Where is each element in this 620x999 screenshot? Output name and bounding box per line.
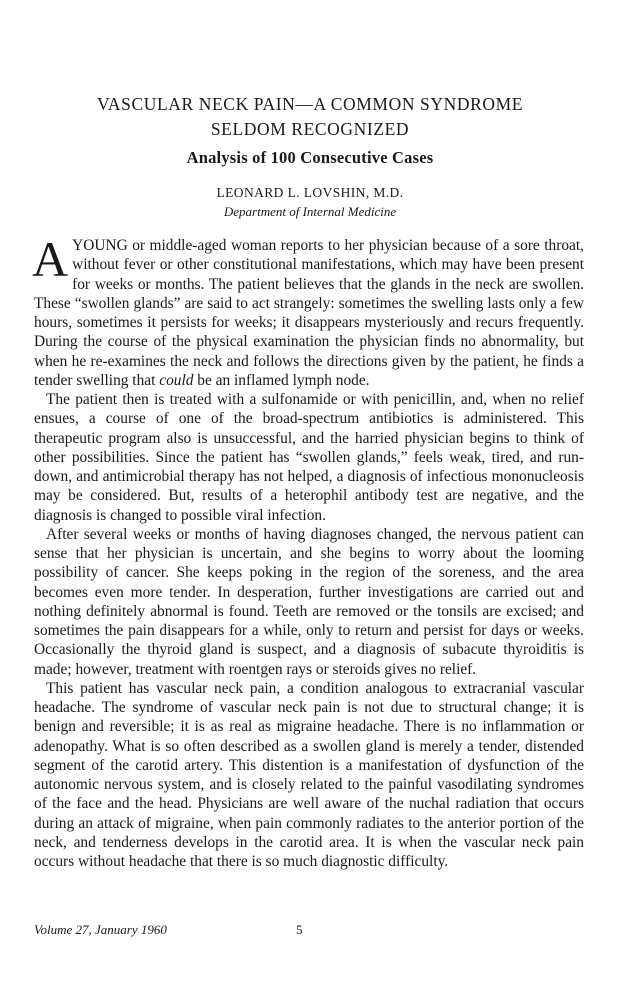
- paragraph-4: This patient has vascular neck pain, a condition analogous to extracranial vascular headache. The syndrome of vascular neck pain is not due to structural change; it is benign and reversible; it is as real as migraine headache. There is no inflammation or adenopathy. What is so often described as a swollen gland is merely a tender, distended segment of the carotid artery. This distention is a manifestation of dysfunction of the autonomic nervous system, and is closely related to the painful vasodilating syndromes of the face and the head. Physicians are well aware of the nuchal radiation that occurs during an attack of migraine, when pain commonly radiates to the anterior portion of the neck, and tenderness develops in the carotid area. It is when the vascular neck pain occurs without headache that there is so much diagnostic difficulty.: [34, 679, 584, 870]
- title-line-1: VASCULAR NECK PAIN—A COMMON SYNDROME: [96, 94, 524, 114]
- paragraph-3: After several weeks or months of having diagnoses changed, the nervous patient can sense that her physician is uncertain, and she begins to worry about the looming possibility of cancer. She keeps poking in the region of the soreness, and the area becomes even more tender. In desperation, further investigations are carried out and nothing definitely abnormal is found. Teeth are removed or the tonsils are excised; and sometimes the pain disappears for a while, only to return and persist for days or weeks. Occasionally the thyroid gland is suspect, and a diagnosis of subacute thyroiditis is made; however, treatment with roentgen rays or steroids gives no relief.: [34, 525, 584, 678]
- article-subtitle: Analysis of 100 Consecutive Cases: [186, 148, 434, 167]
- drop-cap: A: [32, 231, 69, 287]
- paragraph-2: The patient then is treated with a sulfonamide or with penicillin, and, when no relief ensues, a course of one of the broad-spectrum antibiotics is administered. This therapeutic program also is unsuccessful, and the harried physician begins to think of other possibilities. Since the patient has “swollen glands,” feels weak, tired, and run-down, and antimicrobial therapy has not helped, a diagnosis of infectious mononucleosis may be considered. But, results of a heterophil antibody test are negative, and the diagnosis is changed to possible viral infection.: [34, 391, 584, 524]
- footer-volume: Volume 27, January 1960: [34, 922, 167, 937]
- paragraph-1-emphasis: could: [159, 371, 194, 389]
- paragraph-1: [32, 231, 584, 390]
- title-line-2: SELDOM RECOGNIZED: [210, 119, 410, 139]
- paragraph-1-text-b: be an inflamed lymph node.: [193, 371, 370, 389]
- author-department: Department of Internal Medicine: [223, 204, 397, 219]
- article-title: [0, 92, 620, 142]
- footer-page-number: 5: [296, 922, 303, 937]
- article-body: [32, 231, 584, 871]
- paragraph-1-text-a: YOUNG or middle-aged woman reports to her physician because of a sore throat, without fever or other constitutional manifestations, which may have been present for weeks or months. The patient believes that the glands in the neck are swollen. These “swollen glands” are said to act strangely: sometimes the swelling lasts only a few hours, sometimes it persists for weeks; it disappears mysteriously and recurs frequently. During the course of the physical examination the physician finds no abnormality, but when he re-examines the neck and follows the directions given by the patient, he finds a tender swelling that: [34, 237, 584, 389]
- author-name: LEONARD L. LOVSHIN, M.D.: [216, 185, 404, 200]
